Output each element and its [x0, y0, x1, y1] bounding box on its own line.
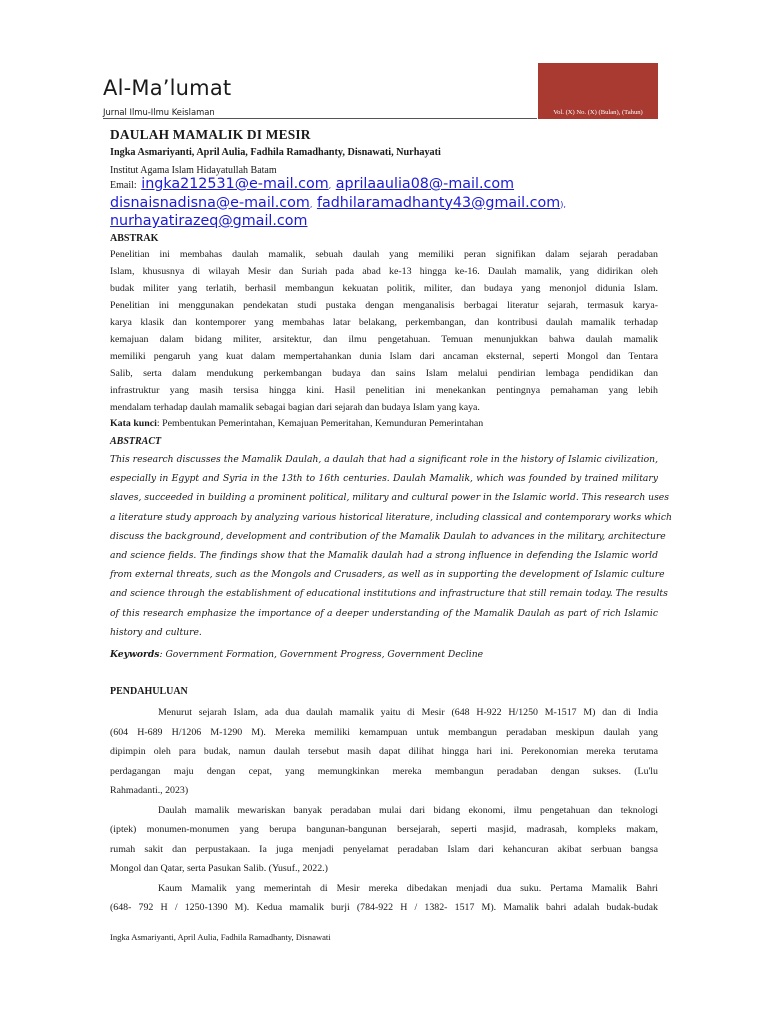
body-text: Menurut sejarah Islam, ada dua daulah mamalik yaitu di Mesir (648 H-922 H/1250 M-1517 M) dan di India	[158, 707, 658, 718]
abstract-line: slaves, succeeded in building a prominent political, military and cultural power in the Islamic world. This research uses	[110, 492, 669, 504]
volume-info: Vol. (X) No. (X) (Bulan), (Tahun)	[553, 109, 643, 116]
abstrak-body	[110, 246, 658, 416]
abstract-line: a literature study approach by analyzing various historical literature, including classical and contemporary works which	[110, 511, 672, 523]
pendahuluan-body	[110, 703, 658, 918]
body-line: perdagangan maju dengan cepat, yang memungkinkan mereka membangun peradaban dengan sukses. (Lu'lu	[110, 765, 658, 777]
abstrak-line: kemajuan dalam bidang militer, arsitektur, dan ilmu pengetahuan. Temuan menunjukkan bahwa daulah mamalik	[110, 334, 658, 345]
abstrak-line: Penelitian ini menggunakan pendekatan studi pustaka dengan menganalisis berbagai literatur sejarah, termasuk karya-	[110, 300, 658, 311]
abstract-line: and science fields. The findings show that the Mamalik daulah had a strong influence in defending the Islamic world	[110, 549, 658, 561]
email-label: Email:	[110, 180, 137, 191]
pendahuluan-heading: PENDAHULUAN	[110, 686, 188, 697]
body-line	[110, 801, 658, 821]
email-separator: ,	[328, 181, 332, 190]
kata-kunci-values: : Pembentukan Pemerintahan, Kemajuan Pemeritahan, Kemunduran Pemerintahan	[156, 418, 484, 429]
keywords	[110, 649, 483, 660]
abstract-line: This research discusses the Mamalik Daulah, a daulah that had a significant role in the history of Islamic civilization,	[110, 454, 658, 465]
email-link[interactable]: ingka212531@e-mail.com	[141, 176, 329, 192]
body-line	[110, 879, 658, 899]
header-rule	[103, 118, 537, 119]
abstrak-line: mendalam terhadap daulah mamalik sebagai bagian dari sejarah dan budaya Islam yang kaya.	[110, 402, 480, 413]
body-line	[110, 703, 658, 723]
email-link[interactable]: nurhayatirazeq@gmail.com	[110, 213, 308, 229]
journal-name: Al-Ma’lumat	[103, 76, 232, 100]
keywords-values: : Government Formation, Government Progress, Government Decline	[159, 649, 484, 660]
email-separator: ,	[309, 199, 313, 209]
abstract-line: discuss the background, development and contribution of the Mamalik Daulah to advances in the military, architecture	[110, 530, 666, 542]
abstract-line: from external threats, such as the Mongols and Crusaders, as well as in supporting the development of Islamic culture	[110, 569, 665, 581]
kata-kunci	[110, 418, 483, 429]
abstrak-line: karya klasik dan kontemporer yang membahas latar belakang, perkembangan, dan kontribusi daulah mamalik terhadap	[110, 317, 658, 328]
kata-kunci-label: Kata kunci	[110, 418, 157, 429]
footer-authors: Ingka Asmariyanti, April Aulia, Fadhila Ramadhanty, Disnawati	[110, 932, 331, 942]
abstrak-heading: ABSTRAK	[110, 233, 159, 244]
abstrak-line: Islam, khususnya di wilayah Mesir dan Suriah pada abad ke-13 hingga ke-16. Daulah mamalik, yang didirikan oleh	[110, 266, 658, 277]
email-separator: ),	[560, 199, 566, 209]
article-title: DAULAH MAMALIK DI MESIR	[110, 127, 311, 142]
abstract-heading: ABSTRACT	[110, 436, 162, 447]
body-line: Mongol dan Qatar, serta Pasukan Salib. (Yusuf., 2022.)	[110, 863, 328, 874]
abstract-line: and science through the establishment of educational institutions and infrastructure that still remain today. The results	[110, 588, 668, 600]
keywords-label: Keywords	[110, 649, 160, 660]
abstrak-line: Salib, serta dalam mendukung perkembangan budaya dan sains Islam melalui pendirian lembaga pendidikan dan	[110, 368, 658, 379]
body-line: (648- 792 H / 1250-1390 M). Kedua mamalik burji (784-922 H / 1382- 1517 M). Mamalik bahri adalah budak-budak	[110, 902, 658, 913]
journal-subtitle: Jurnal Ilmu-Ilmu Keislaman	[103, 107, 215, 117]
email-link[interactable]: disnaisnadisna@e-mail.com	[110, 194, 310, 211]
abstract-body	[110, 450, 672, 642]
body-text: Kaum Mamalik yang memerintah di Mesir mereka dibedakan menjadi dua suku. Pertama Mamalik Bahri	[158, 882, 658, 894]
abstract-line: of this research emphasize the importance of a deeper understanding of the Mamalik Daulah as part of rich Islamic	[110, 607, 658, 619]
body-line: rumah sakit dan perpustakaan. Ia juga menjadi penyelamat peradaban Islam dari kehancuran akibat serbuan bangsa	[110, 843, 658, 855]
body-text: Daulah mamalik mewariskan banyak peradaban mulai dari bidang ekonomi, ilmu pengetahuan dan teknologi	[158, 804, 658, 816]
body-line: dipimpin oleh para budak, namun daulah tersebut masih dapat dilihat hingga hari ini. Perekonomian mereka terutama	[110, 746, 658, 757]
email-link[interactable]: aprilaaulia08@-mail.com	[335, 176, 515, 192]
body-line: (iptek) monumen-monumen yang berupa bangunan-bangunan bersejarah, seperti masjid, madrasah, kompleks makam,	[110, 824, 658, 835]
body-line: (604 H-689 H/1206 M-1290 M). Mereka memiliki kemampuan untuk membangun peradaban meskipun daulah yang	[110, 726, 658, 738]
abstrak-line: Penelitian ini membahas daulah mamalik, sebuah daulah yang memiliki peran signifikan dalam sejarah peradaban	[110, 249, 658, 260]
author-list: Ingka Asmariyanti, April Aulia, Fadhila Ramadhanty, Disnawati, Nurhayati	[110, 147, 441, 158]
body-line: Rahmadanti., 2023)	[110, 785, 189, 796]
abstract-line: history and culture.	[110, 626, 202, 638]
abstrak-line: budak militer yang terlatih, berhasil membangun kekuatan politik, militer, dan budaya yang menonjol didunia Islam.	[110, 283, 658, 294]
institution: Institut Agama Islam Hidayatullah Batam	[110, 165, 277, 176]
abstrak-line: memiliki pengaruh yang kuat dalam mempertahankan dunia Islam dari ancaman eksternal, seperti Mongol dan Tentara	[110, 351, 658, 362]
email-block	[110, 176, 630, 231]
email-link[interactable]: fadhilaramadhanty43@gmail.com	[316, 194, 561, 211]
abstrak-line: infrastruktur yang masih tersisa hingga kini. Hasil penelitian ini menekankan pentingnya pemahaman yang lebih	[110, 385, 658, 396]
abstract-line: especially in Egypt and Syria in the 13th to 16th centuries. Daulah Mamalik, which was founded by trained military	[110, 473, 658, 485]
